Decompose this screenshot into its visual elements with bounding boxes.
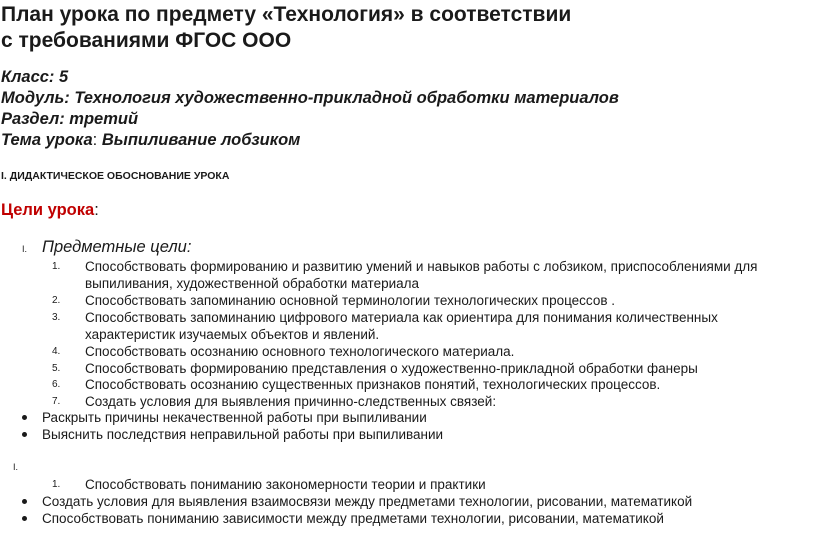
list-item-text: выпиливания, художественной обработки материала — [85, 276, 420, 291]
bullet-dot-icon — [22, 516, 27, 521]
subject-goals-title: Предметные цели: — [42, 238, 192, 256]
module-line: Модуль: Технология художественно-прикладной обработки материалов — [1, 89, 619, 107]
bullet-dot-icon — [22, 432, 27, 437]
section-heading: I. ДИДАКТИЧЕСКОЕ ОБОСНОВАНИЕ УРОКА — [1, 170, 230, 182]
list-number: 3. — [52, 312, 61, 323]
list-item-text: характеристик изучаемых объектов и явлений. — [85, 327, 380, 342]
bullet-dot-icon — [22, 415, 27, 420]
goals-heading-colon: : — [94, 201, 99, 219]
list-marker-roman: I. — [22, 244, 28, 254]
list-number: 5. — [52, 363, 61, 374]
topic-label: Тема урока — [1, 131, 93, 149]
list-number: 1. — [52, 261, 61, 272]
class-line: Класс: 5 — [1, 68, 69, 86]
list-number: 1. — [52, 479, 61, 490]
list-number: 2. — [52, 295, 61, 306]
lesson-meta — [1, 67, 619, 151]
list-item-text: Способствовать запоминанию цифрового материала как ориентира для понимания количественных — [85, 310, 718, 325]
list-item-text: Способствовать формированию представления о художественно-прикладной обработки фанеры — [85, 361, 698, 376]
title-line-1: План урока по предмету «Технология» в соответствии — [1, 3, 572, 26]
list-item-text: Способствовать осознанию существенных признаков понятий, технологических процессов. — [85, 377, 661, 392]
list-item-text: Способствовать запоминанию основной терминологии технологических процессов . — [85, 293, 616, 308]
section-line: Раздел: третий — [1, 110, 139, 128]
goals-heading-label: Цели урока — [1, 201, 95, 219]
bullet-text: Раскрыть причины некачественной работы при выпиливании — [42, 410, 427, 425]
list-item-text: Способствовать пониманию закономерности теории и практики — [85, 477, 486, 492]
bullet-text: Выяснить последствия неправильной работы при выпиливании — [42, 427, 444, 442]
bullet-dot-icon — [22, 499, 27, 504]
title-line-2: с требованиями ФГОС ООО — [1, 29, 292, 52]
topic-colon: : — [92, 131, 102, 149]
list-number: 4. — [52, 346, 61, 357]
bullet-text: Создать условия для выявления взаимосвязи между предметами технологии, рисовании, математикой — [42, 494, 693, 509]
list-marker-roman: I. — [13, 462, 19, 472]
goals-heading — [1, 200, 99, 220]
list-item-text: Способствовать осознанию основного технологического материала. — [85, 344, 515, 359]
page-title — [1, 2, 571, 54]
list-number: 7. — [52, 396, 61, 407]
bullet-text: Способствовать пониманию зависимости между предметами технологии, рисовании, математикой — [42, 511, 664, 526]
list-item-text: Способствовать формированию и развитию умений и навыков работы с лобзиком, приспособлениями для — [85, 259, 758, 274]
topic-line — [1, 130, 619, 151]
list-item-text: Создать условия для выявления причинно-следственных связей: — [85, 394, 497, 409]
list-number: 6. — [52, 379, 61, 390]
topic-value: Выпиливание лобзиком — [101, 131, 301, 149]
